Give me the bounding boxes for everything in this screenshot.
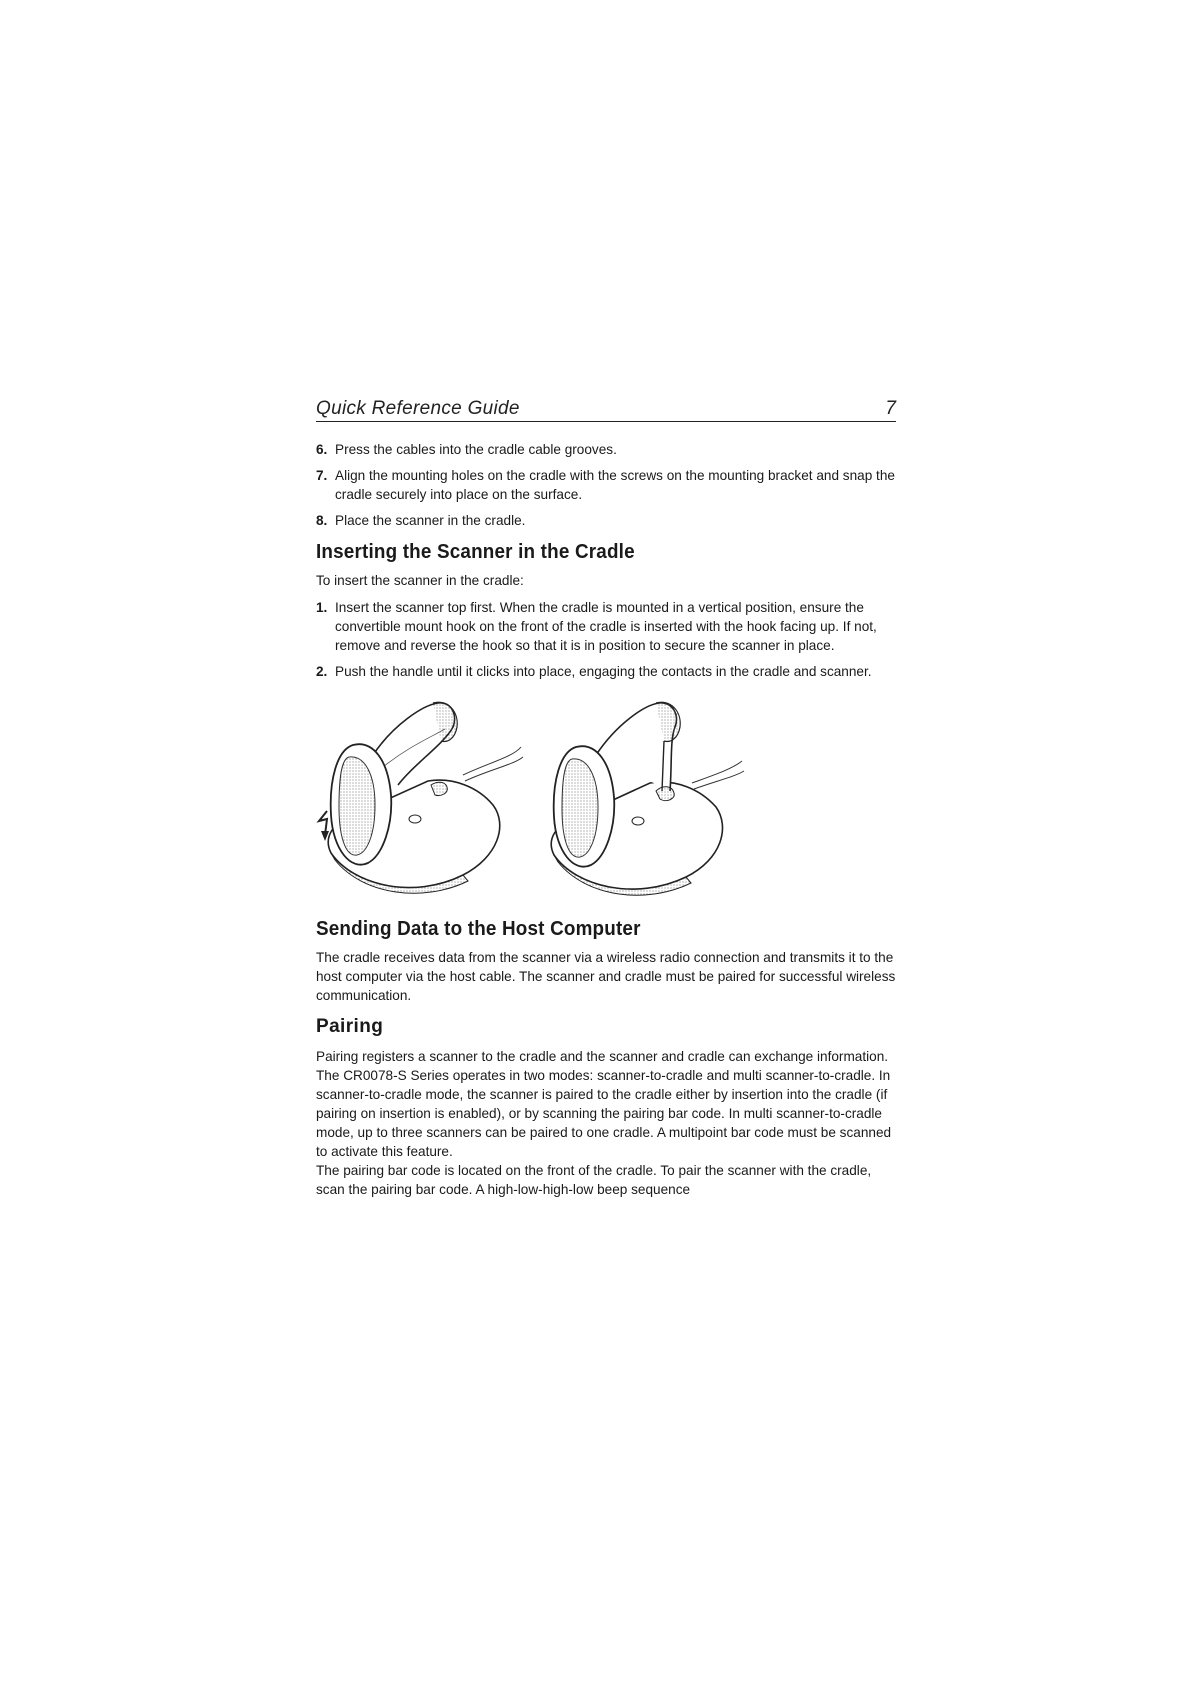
pairing-body-2: The pairing bar code is located on the front of the cradle. To pair the scanner with the cradle, scan the pairing bar code. A high-low-high-low beep sequence bbox=[316, 1163, 872, 1197]
list-item bbox=[316, 598, 896, 655]
scanner-cradle-illustration bbox=[313, 695, 896, 907]
scanner-insert-illustration bbox=[313, 695, 528, 907]
list-item bbox=[316, 440, 896, 459]
manual-page bbox=[316, 398, 896, 1207]
step-number: 7. bbox=[316, 468, 328, 483]
inserting-steps-list bbox=[316, 598, 896, 681]
step-text: Press the cables into the cradle cable grooves. bbox=[335, 442, 617, 457]
step-text: Push the handle until it clicks into place, engaging the contacts in the cradle and scanner. bbox=[335, 664, 872, 679]
list-item bbox=[316, 466, 896, 504]
sending-body: The cradle receives data from the scanner via a wireless radio connection and transmits it to the host computer via the host cable. The scanner and cradle must be paired for successful wireless communication. bbox=[316, 950, 896, 1003]
list-item bbox=[316, 662, 896, 681]
step-number: 2. bbox=[316, 664, 328, 679]
step-number: 1. bbox=[316, 600, 328, 615]
sending-heading: Sending Data to the Host Computer bbox=[316, 917, 641, 940]
page-number: 7 bbox=[885, 398, 896, 419]
step-text: Place the scanner in the cradle. bbox=[335, 513, 526, 528]
scanner-seated-illustration bbox=[532, 695, 747, 907]
guide-title: Quick Reference Guide bbox=[316, 398, 520, 419]
step-number: 6. bbox=[316, 442, 328, 457]
step-number: 8. bbox=[316, 513, 328, 528]
list-item bbox=[316, 511, 896, 530]
pairing-body-1: Pairing registers a scanner to the cradle and the scanner and cradle can exchange information. The CR0078-S Series operates in two modes: scanner-to-cradle and multi scanner-to-cradle. In scanner-to-cradle mode, the scanner is paired to the cradle either by insertion into the cradle (if pairing on insertion is enabled), or by scanning the pairing bar code. In multi scanner-to-cradle mode, up to three scanners can be paired to one cradle. A multipoint bar code must be scanned to activate this feature. bbox=[316, 1049, 892, 1159]
inserting-intro: To insert the scanner in the cradle: bbox=[316, 573, 524, 588]
step-text: Align the mounting holes on the cradle with the screws on the mounting bracket and snap the cradle securely into place on the surface. bbox=[335, 468, 895, 502]
inserting-heading: Inserting the Scanner in the Cradle bbox=[316, 540, 635, 563]
install-steps-list bbox=[316, 440, 896, 530]
pairing-heading: Pairing bbox=[316, 1016, 384, 1037]
running-header bbox=[316, 398, 896, 422]
step-text: Insert the scanner top first. When the cradle is mounted in a vertical position, ensure the convertible mount hook on the front of the cradle is inserted with the hook facing up. If not, remove and reverse the hook so that it is in position to secure the scanner in place. bbox=[335, 600, 877, 653]
